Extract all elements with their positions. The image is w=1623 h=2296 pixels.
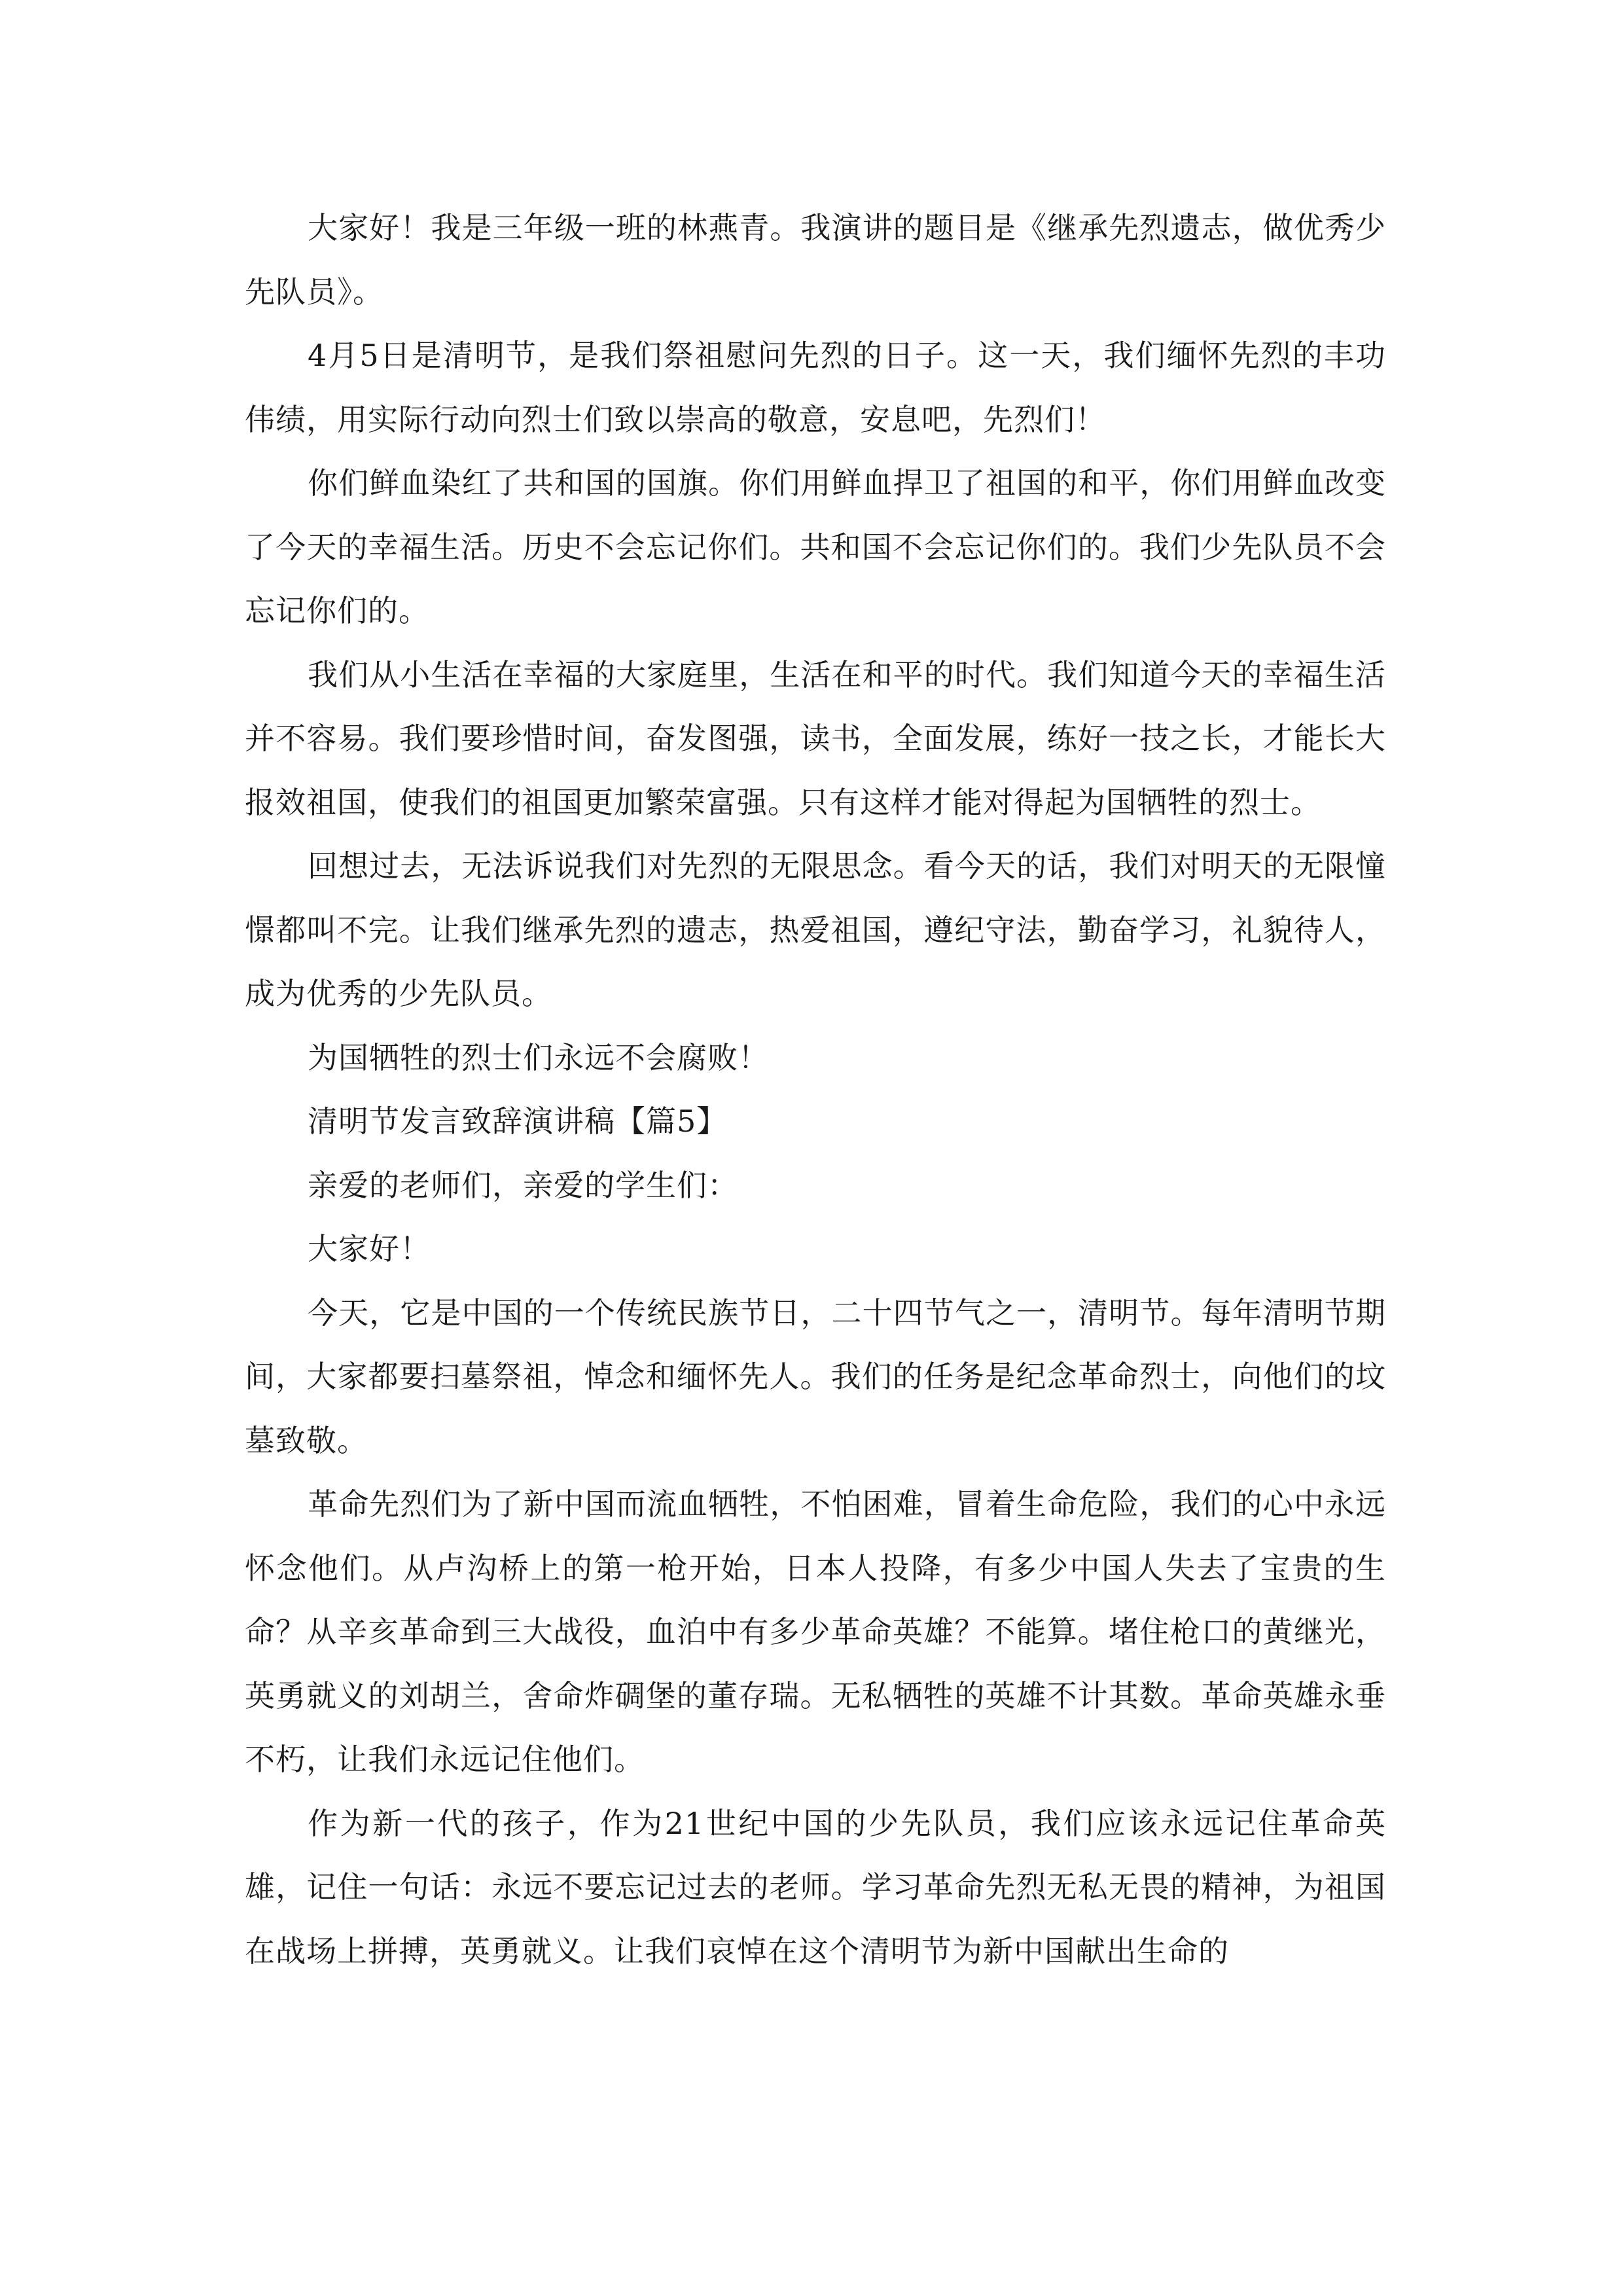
section-heading: 清明节发言致辞演讲稿【篇5】 <box>308 1103 728 1139</box>
salutation: 亲爱的老师们，亲爱的学生们： <box>308 1167 738 1203</box>
paragraph: 回想过去，无法诉说我们对先烈的无限思念。看今天的话，我们对明天的无限憧憬都叫不完。让我们继承先烈的遗志，热爱祖国，遵纪守法，勤奋学习，礼貌待人，成为优秀的少先队员。 <box>245 848 1386 1011</box>
paragraph: 革命先烈们为了新中国而流血牺牲，不怕困难，冒着生命危险，我们的心中永远怀念他们。从卢沟桥上的第一枪开始，日本人投降，有多少中国人失去了宝贵的生命？从辛亥革命到三大战役，血泊中有多少革命英雄？不能算。堵住枪口的黄继光，英勇就义的刘胡兰，舍命炸碉堡的董存瑞。无私牺牲的英雄不计其数。革命英雄永垂不朽，让我们永远记住他们。 <box>245 1486 1386 1777</box>
paragraph: 大家好！我是三年级一班的林燕青。我演讲的题目是《继承先烈遗志，做优秀少先队员》。 <box>245 210 1386 310</box>
paragraph: 4月5日是清明节，是我们祭祖慰问先烈的日子。这一天，我们缅怀先烈的丰功伟绩，用实际行动向烈士们致以崇高的敬意，安息吧，先烈们！ <box>245 338 1386 437</box>
paragraph: 我们从小生活在幸福的大家庭里，生活在和平的时代。我们知道今天的幸福生活并不容易。我们要珍惜时间，奋发图强，读书，全面发展，练好一技之长，才能长大报效祖国，使我们的祖国更加繁荣富强。只有这样才能对得起为国牺牲的烈士。 <box>245 656 1386 820</box>
greeting: 大家好！ <box>308 1231 431 1266</box>
document-body <box>245 196 1386 1983</box>
paragraph: 你们鲜血染红了共和国的国旗。你们用鲜血捍卫了祖国的和平，你们用鲜血改变了今天的幸福生活。历史不会忘记你们。共和国不会忘记你们的。我们少先队员不会忘记你们的。 <box>245 465 1386 628</box>
paragraph: 今天，它是中国的一个传统民族节日，二十四节气之一，清明节。每年清明节期间，大家都要扫墓祭祖，悼念和缅怀先人。我们的任务是纪念革命烈士，向他们的坟墓致敬。 <box>245 1295 1386 1458</box>
paragraph: 为国牺牲的烈士们永远不会腐败！ <box>308 1039 769 1075</box>
paragraph: 作为新一代的孩子，作为21世纪中国的少先队员，我们应该永远记住革命英雄，记住一句话：永远不要忘记过去的老师。学习革命先烈无私无畏的精神，为祖国在战场上拼搏，英勇就义。让我们哀悼在这个清明节为新中国献出生命的 <box>245 1805 1386 1969</box>
